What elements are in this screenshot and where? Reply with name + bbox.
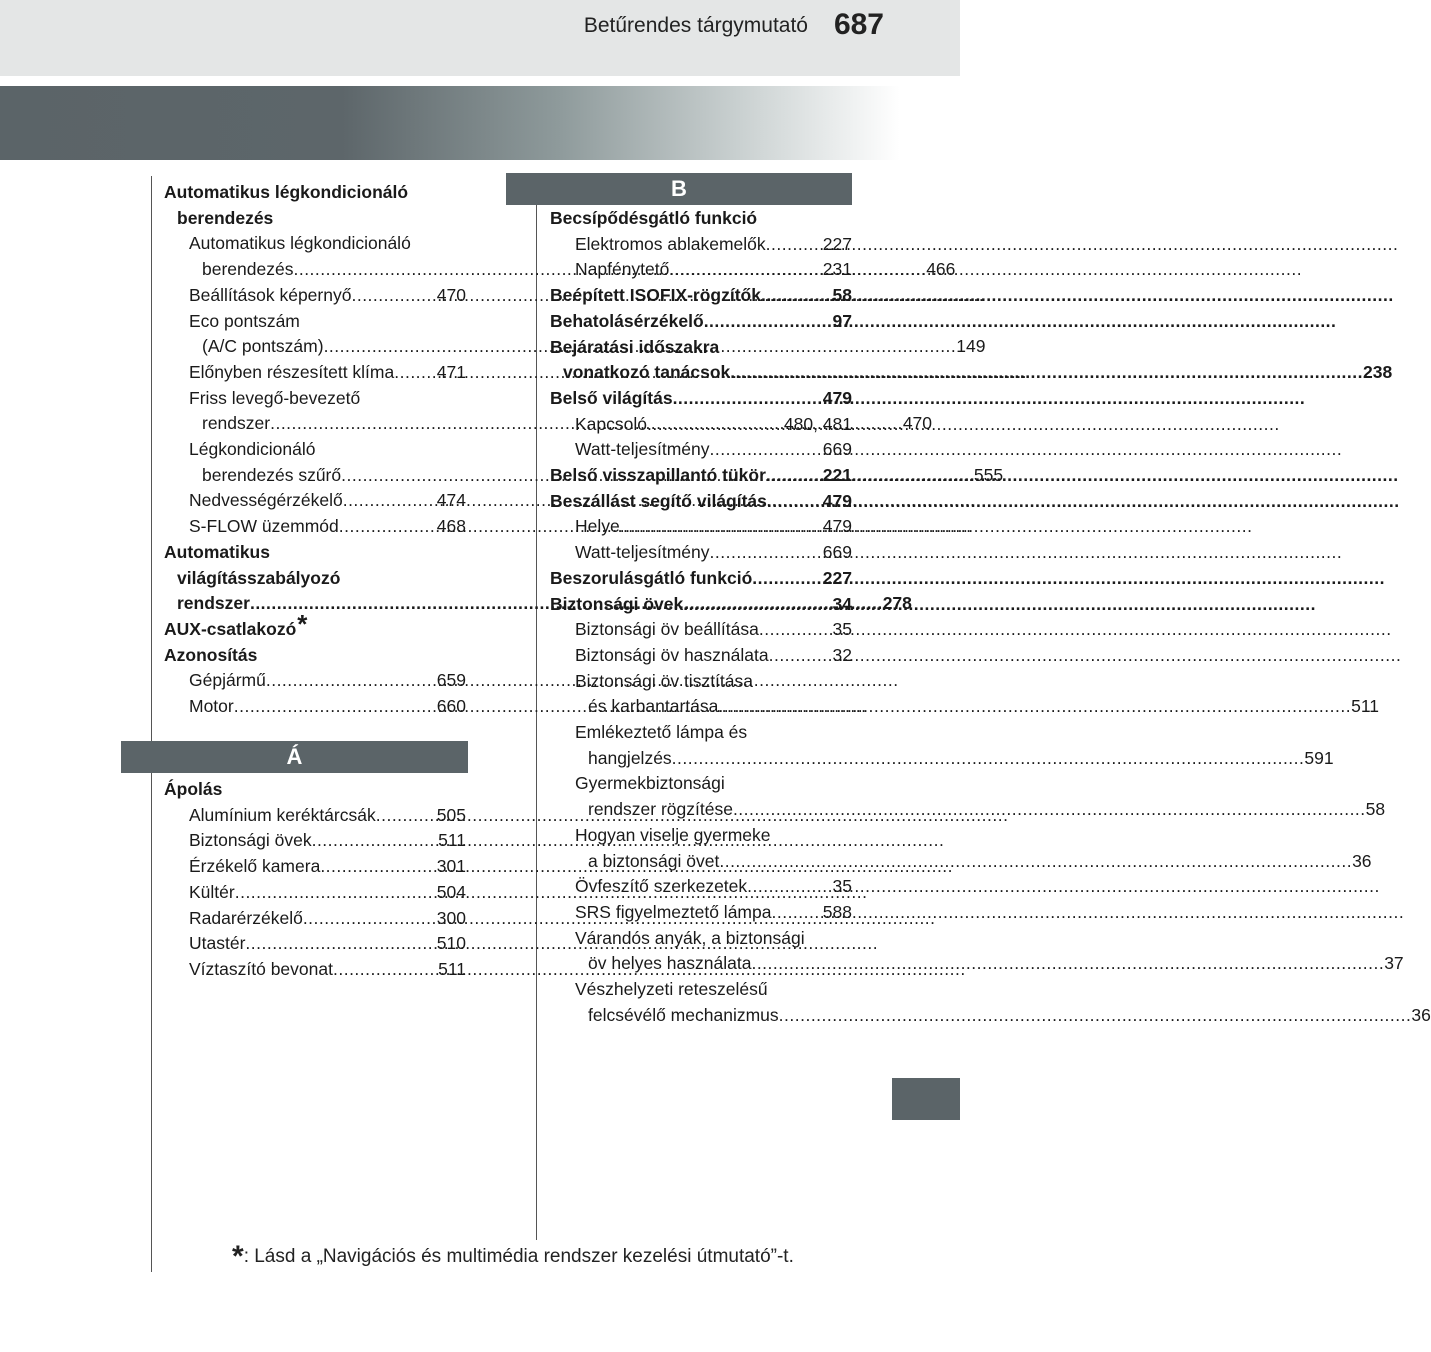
index-entry: Ápolás [164, 779, 223, 799]
index-entry: Alumínium keréktárcsák ..... 505 [164, 803, 466, 829]
index-entry: Biztonsági öv tisztítása és karbantartása..... 511 [550, 669, 852, 720]
index-entry: Biztonsági öv beállítása ..... 35 [550, 617, 852, 643]
index-entry: Helye ..... 479 [550, 514, 852, 540]
index-entry: Azonosítás [164, 644, 258, 665]
index-entry: Gyermekbiztonsági rendszer rögzítése..... 58 [550, 771, 852, 822]
index-entry: Motor ..... 660 [164, 694, 466, 720]
footnote [232, 1240, 794, 1274]
index-entry: Automatikus légkondicionáló berendezés..... 466 [164, 231, 466, 282]
index-entry: Watt-teljesítmény ..... 669 [550, 540, 852, 566]
index-entry: Gépjármű ..... 659 [164, 668, 466, 694]
index-entry: Víztaszító bevonat ..... 511 [164, 957, 466, 983]
index-entry: Biztonsági övek ..... 511 [164, 828, 466, 854]
index-entry: Eco pontszám (A/C pontszám)..... 149 [164, 309, 466, 360]
index-entry: Becsípődésgátló funkció [550, 208, 758, 228]
header-bar [0, 0, 960, 76]
footnote-text: : Lásd a „Navigációs és multimédia rendszer kezelési útmutató”-t. [243, 1246, 794, 1267]
index-entry: Várandós anyák, a biztonsági öv helyes használata..... 37 [550, 926, 852, 977]
index-entry: Vészhelyzeti reteszelésű felcsévélő mechanizmus..... 36 [550, 977, 852, 1028]
index-entry: Napfénytető ..... 231 [550, 257, 852, 283]
index-entry: Radarérzékelő ..... 300 [164, 906, 466, 932]
index-entry: Légkondicionáló berendezés szűrő..... 555 [164, 437, 466, 488]
section-title: Betűrendes tárgymutató [583, 14, 808, 37]
index-entry: Bejáratási időszakra vonatkozó tanácsok..... 238 [550, 335, 852, 386]
index-entry: Kültér ..... 504 [164, 880, 466, 906]
index-entry: Emlékeztető lámpa és hangjelzés..... 591 [550, 720, 852, 771]
index-entry: Nedvességérzékelő ..... 474 [164, 488, 466, 514]
column-divider-left [151, 176, 152, 1272]
index-entry: Hogyan viselje gyermeke a biztonsági övet..... 36 [550, 823, 852, 874]
index-entry: Beállítások képernyő ..... 470 [164, 283, 466, 309]
footnote-star: * [232, 1240, 244, 1273]
index-entry: Elektromos ablakemelők ..... 227 [550, 232, 852, 258]
index-entry: Belső világítás ..... 479 [550, 386, 852, 412]
chapter-tab [892, 1078, 960, 1120]
index-entry: S-FLOW üzemmód ..... 468 [164, 514, 466, 540]
index-entry: Beszállást segítő világítás ..... 479 [550, 489, 852, 515]
index-entry: AUX-csatlakozó* [164, 608, 308, 639]
letter-heading-b: B [506, 173, 852, 205]
index-entry: Övfeszítő szerkezetek ..... 35 [550, 874, 852, 900]
index-entry: Kapcsoló ..... 480, 481 [550, 412, 852, 438]
index-entry: Előnyben részesített klíma ..... 471 [164, 360, 466, 386]
index-entry: Utastér ..... 510 [164, 931, 466, 957]
page-number: 687 [833, 8, 884, 41]
index-entry: Behatolásérzékelő ..... 97 [550, 309, 852, 335]
index-entry: Watt-teljesítmény ..... 669 [550, 437, 852, 463]
index-entry: Biztonsági övek ..... 34 [550, 592, 852, 618]
index-entry: Belső visszapillantó tükör ..... 221 [550, 463, 852, 489]
index-entry: Beszorulásgátló funkció ..... 227 [550, 566, 852, 592]
letter-heading-a-acute: Á [121, 741, 468, 773]
index-entry: SRS figyelmeztető lámpa ..... 588 [550, 900, 852, 926]
index-entry: Beépített ISOFIX-rögzítők ..... 58 [550, 283, 852, 309]
footnote-star: * [297, 608, 308, 639]
index-entry: Érzékelő kamera ..... 301 [164, 854, 466, 880]
index-entry: Friss levegő-bevezető rendszer..... 470 [164, 386, 466, 437]
index-entry: Biztonsági öv használata ..... 32 [550, 643, 852, 669]
header-band [0, 86, 900, 160]
index-section-a-acute [164, 777, 466, 983]
index-entry: Automatikus világításszabályozó rendszer..... 278 [164, 540, 466, 617]
index-entry: Automatikus légkondicionáló berendezés [164, 182, 409, 228]
